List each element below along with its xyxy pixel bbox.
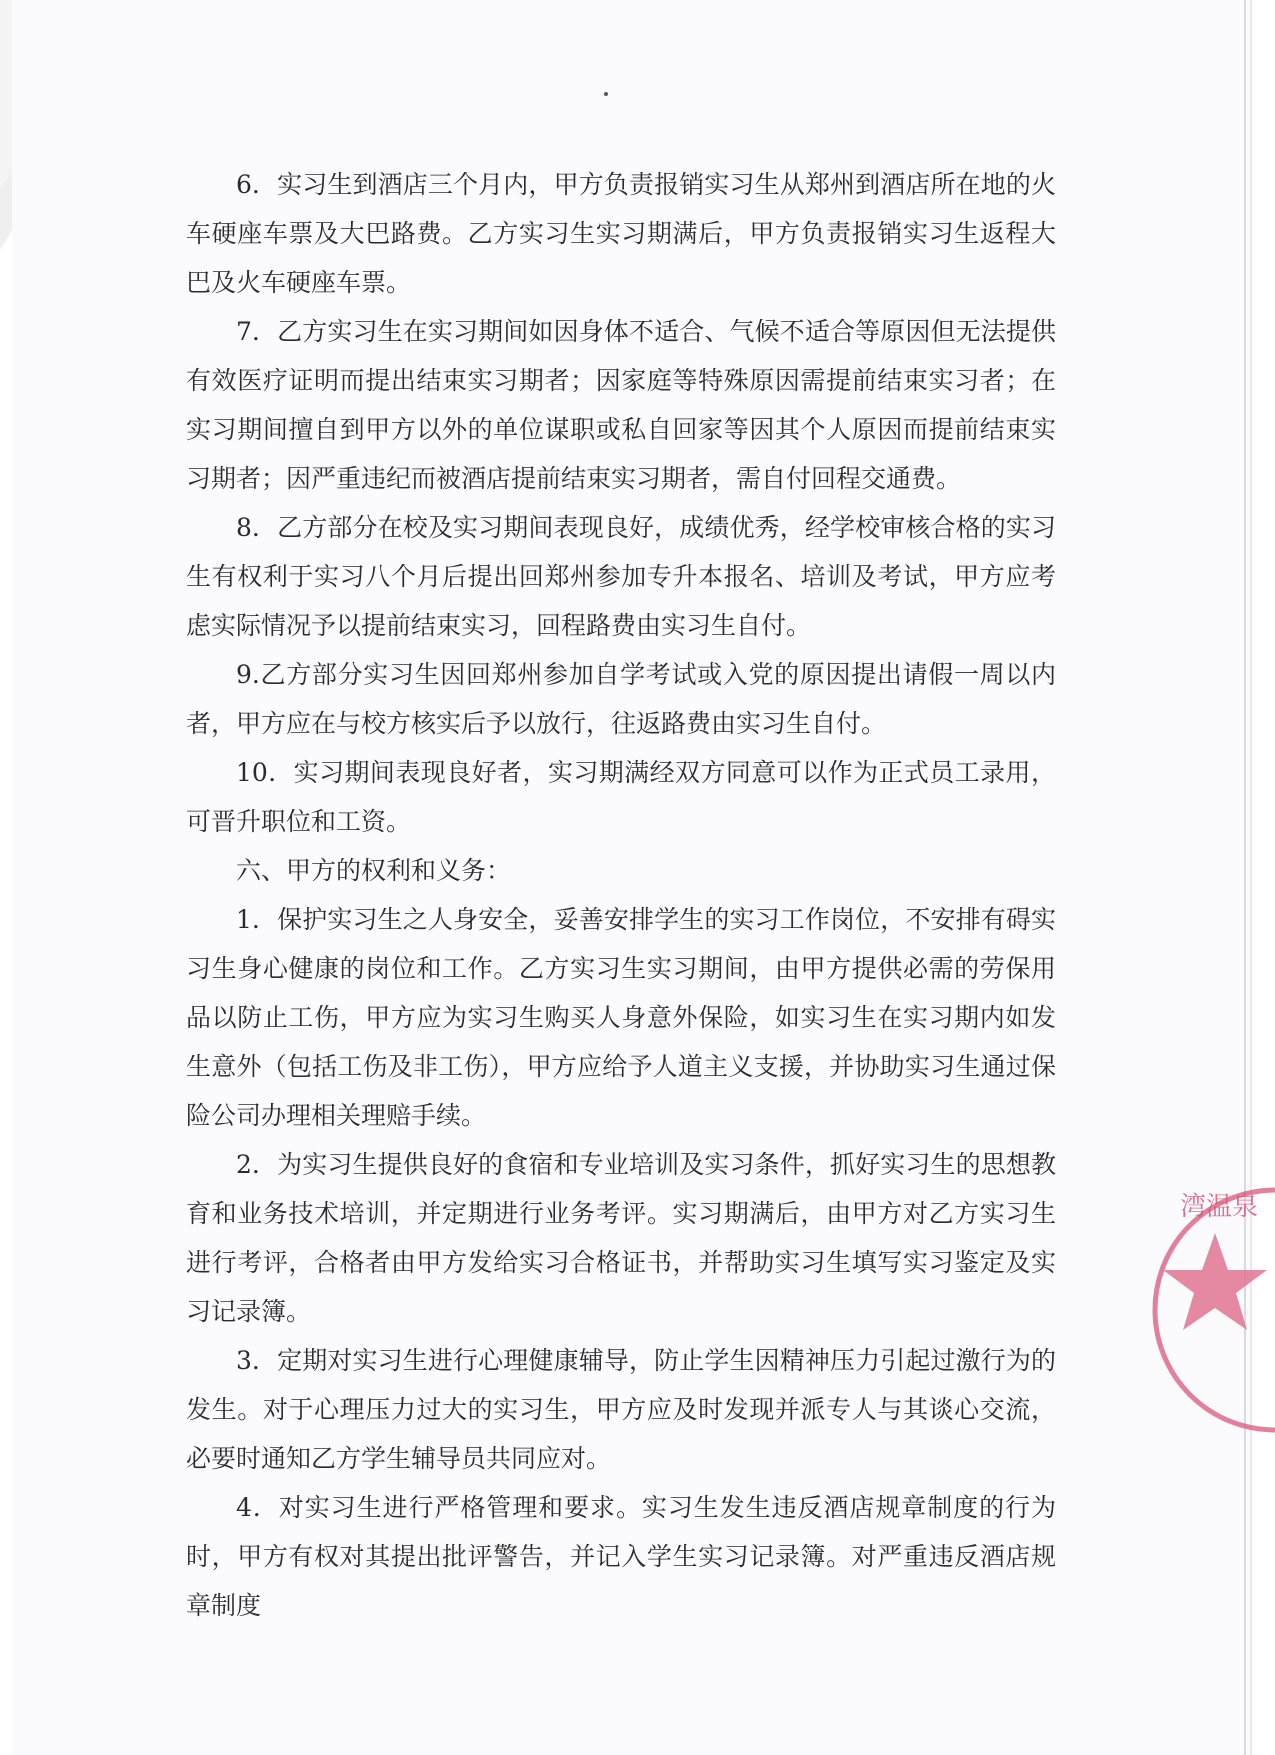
party-a-duty-4: 4．对实习生进行严格管理和要求。实习生发生违反酒店规章制度的行为时，甲方有权对其提出批评警告，并记入学生实习记录簿。对严重违反酒店规章制度: [186, 1493, 1056, 1620]
red-seal-stamp: [1140, 1175, 1275, 1445]
scan-speck: [604, 92, 608, 96]
section-heading-party-a: 六、甲方的权利和义务：: [236, 856, 512, 885]
stamp-text: 湾温泉: [1180, 1192, 1259, 1222]
clause-7: 7．乙方实习生在实习期间如因身体不适合、气候不适合等原因但无法提供有效医疗证明而提出结束实习期者；因家庭等特殊原因需提前结束实习者；在实习期间擅自到甲方以外的单位谋职或私自回家等因其个人原因而提前结束实习期者；因严重违纪而被酒店提前结束实习期者，需自付回程交通费。: [186, 317, 1056, 493]
party-a-duty-2: 2．为实习生提供良好的食宿和专业培训及实习条件，抓好实习生的思想教育和业务技术培训，并定期进行业务考评。实习期满后，由甲方对乙方实习生进行考评，合格者由甲方发给实习合格证书，并帮助实习生填写实习鉴定及实习记录簿。: [186, 1150, 1056, 1326]
clause-6: 6．实习生到酒店三个月内，甲方负责报销实习生从郑州到酒店所在地的火车硬座车票及大巴路费。乙方实习生实习期满后，甲方负责报销实习生返程大巴及火车硬座车票。: [186, 170, 1056, 297]
clause-9: 9.乙方部分实习生因回郑州参加自学考试或入党的原因提出请假一周以内者，甲方应在与校方核实后予以放行，往返路费由实习生自付。: [186, 660, 1056, 738]
clause-10: 10．实习期间表现良好者，实习期满经双方同意可以作为正式员工录用，可晋升职位和工资。: [186, 758, 1056, 836]
document-body: [186, 160, 1056, 1630]
page-edge: [1244, 0, 1246, 1755]
page-edge: [1250, 0, 1252, 1755]
clause-8: 8．乙方部分在校及实习期间表现良好，成绩优秀，经学校审核合格的实习生有权利于实习八个月后提出回郑州参加专升本报名、培训及考试，甲方应考虑实际情况予以提前结束实习，回程路费由实习生自付。: [186, 513, 1056, 640]
party-a-duty-3: 3．定期对实习生进行心理健康辅导，防止学生因精神压力引起过激行为的发生。对于心理压力过大的实习生，甲方应及时发现并派专人与其谈心交流，必要时通知乙方学生辅导员共同应对。: [186, 1346, 1056, 1473]
party-a-duty-1: 1．保护实习生之人身安全，妥善安排学生的实习工作岗位，不安排有碍实习生身心健康的岗位和工作。乙方实习生实习期间，由甲方提供必需的劳保用品以防止工伤，甲方应为实习生购买人身意外保险，如实习生在实习期内如发生意外（包括工伤及非工伤），甲方应给予人道主义支援，并协助实习生通过保险公司办理相关理赔手续。: [186, 905, 1056, 1130]
